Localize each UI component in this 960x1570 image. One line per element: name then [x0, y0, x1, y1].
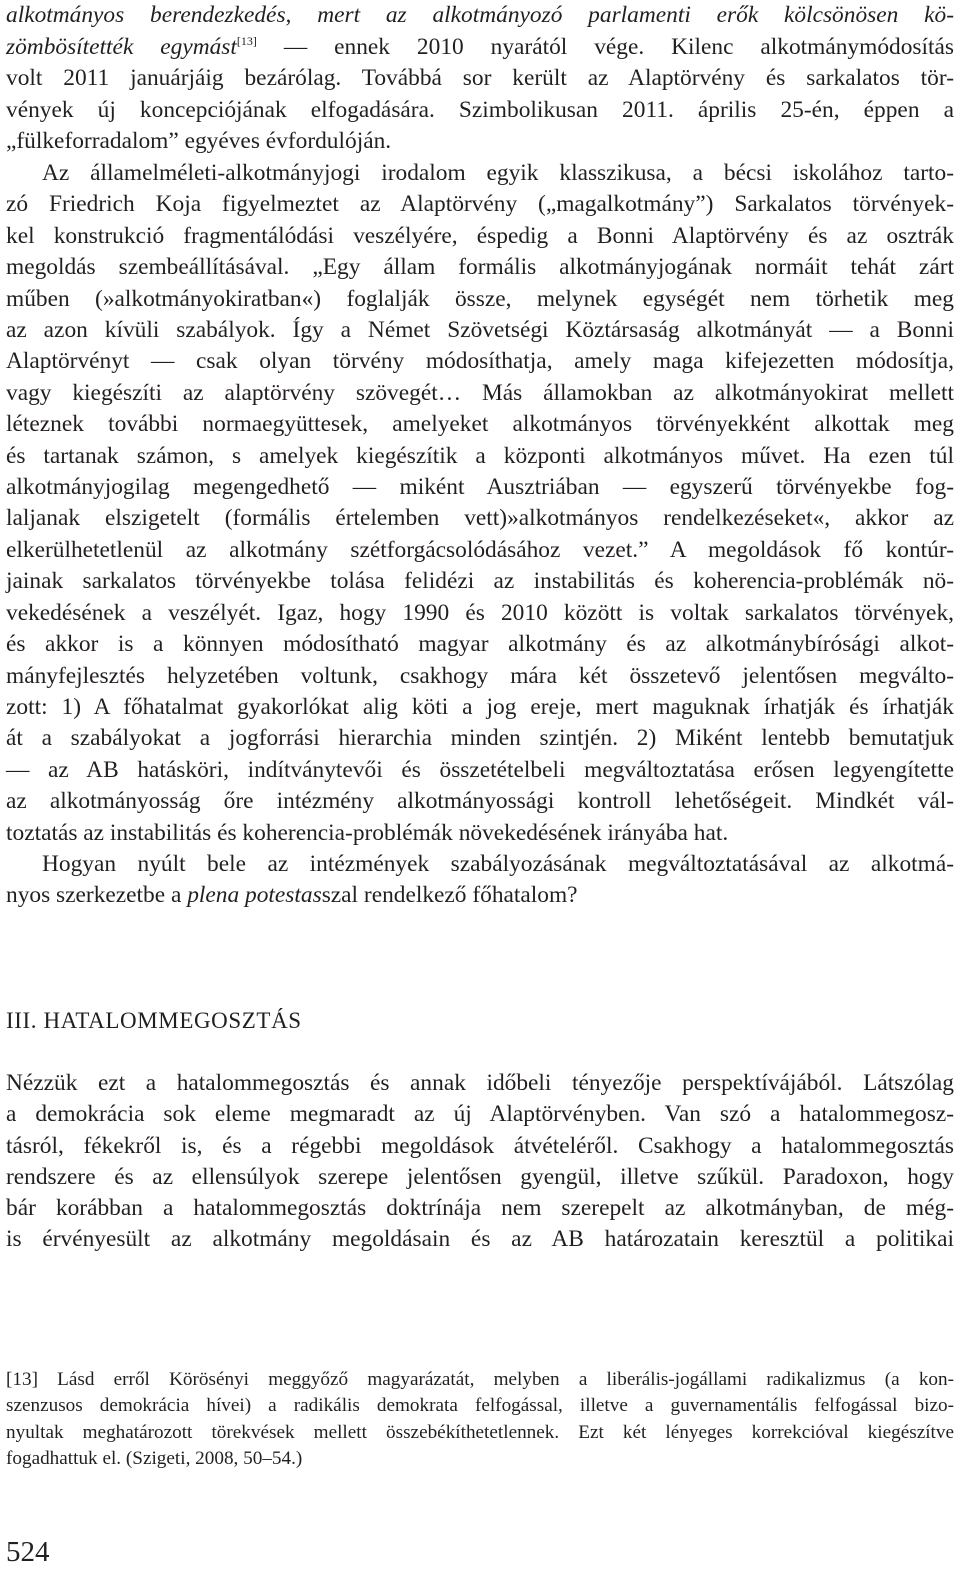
- footnote-line: nyultak meghatározott törekvések mellett összebékíthetetlennek. Ezt két lényeges korrekcióval kiegészítve: [6, 1421, 954, 1443]
- text-line: tásról, fékekről is, és a régebbi megoldások átvételéről. Csakhogy a hatalommegosztás: [6, 1132, 954, 1159]
- text-line: — az AB hatásköri, indítványtevői és összetételbeli megváltoztatása erősen legyengítette: [6, 756, 954, 783]
- text-line: volt 2011 januárjáig bezárólag. Továbbá sor került az Alaptörvény és sarkalatos tör-: [6, 65, 954, 91]
- text-line: zott: 1) A főhatalmat gyakorlókat alig köti a jog ereje, mert maguknak írhatják és írhatják: [6, 693, 954, 720]
- text-line: megoldás szembeállításával. „Egy állam formális alkotmányjogának normáit tehát zárt: [6, 254, 954, 281]
- text-line: vények új koncepciójának elfogadására. Szimbolikusan 2011. április 25-én, éppen a: [6, 96, 954, 123]
- text-line: és akkor is a könnyen módosítható magyar alkotmány és az alkotmánybírósági alkot-: [6, 631, 954, 658]
- footnote-reference[interactable]: [13]: [236, 33, 257, 48]
- section-heading: III. HATALOMMEGOSZTÁS: [6, 1008, 302, 1033]
- paragraph-koja: [6, 158, 954, 912]
- footnote-line: fogadhattuk el. (Szigeti, 2008, 50–54.): [6, 1448, 303, 1470]
- text-line: műben (»alkotmányokiratban«) foglalják össze, melynek egységét nem törhetik meg: [6, 285, 954, 312]
- text-line: alkotmányos berendezkedés, mert az alkotmányozó parlamenti erők kölcsönösen kö-: [6, 2, 954, 28]
- text-line: az alkotmányosság őre intézmény alkotmányossági kontroll lehetőségeit. Mindkét vál-: [6, 788, 954, 815]
- paragraph-continuation: [6, 0, 954, 158]
- text-line: laljanak elszigetelt (formális értelemben vett)»alkotmányos rendelkezéseket«, akkor az: [6, 505, 954, 532]
- text-line: az azon kívüli szabályok. Így a Német Szövetségi Köztársaság alkotmányát — a Bonni: [6, 317, 954, 344]
- text-line: vekedésének a veszélyét. Igaz, hogy 1990 és 2010 között is voltak sarkalatos törvények,: [6, 599, 954, 626]
- paragraph-separation-of-powers: [6, 1068, 954, 1256]
- text-line: zömbösítették egymást[13] — ennek 2010 nyarától vége. Kilenc alkotmánymódosítás: [6, 33, 954, 60]
- footnote-line: szenzusos demokrácia hívei) a radikális demokrata felfogással, illetve a guvernamentális felfogással bizo-: [6, 1395, 954, 1417]
- page-number: 524: [6, 1536, 50, 1568]
- text-line: kel konstrukció fragmentálódási veszélyére, éspedig a Bonni Alaptörvény és az osztrák: [6, 222, 954, 249]
- text-line: Nézzük ezt a hatalommegosztás és annak időbeli tényezője perspektívájából. Látszólag: [6, 1070, 954, 1096]
- text-line: Hogyan nyúlt bele az intézmények szabályozásának megváltoztatásával az alkotmá-: [42, 850, 954, 877]
- text-line: léteznek további normaegyüttesek, amelyeket alkotmányos törvényekként alkottak meg: [6, 411, 954, 438]
- text-line: elkerülhetetlenül az alkotmány szétforgácsolódásához vezet.” A megoldások fő kontúr-: [6, 536, 954, 563]
- text-line: vagy kiegészíti az alaptörvény szövegét… Más államokban az alkotmányokirat mellett: [6, 379, 954, 406]
- text-line: jainak sarkalatos törvényekbe tolása felidézi az instabilitás és koherencia-problémák nö-: [6, 568, 954, 595]
- text-line: alkotmányjogilag megengedhető — miként Ausztriában — egyszerű törvényekbe fog-: [6, 474, 954, 501]
- text-line: bár korábban a hatalommegosztás doktrínája nem szerepelt az alkotmányban, de még-: [6, 1195, 954, 1222]
- text-line: mányfejlesztés helyzetében voltunk, csakhogy mára két összetevő jelentősen megválto-: [6, 662, 954, 689]
- text-line: Az államelméleti-alkotmányjogi irodalom egyik klasszikusa, a bécsi iskolához tarto-: [42, 160, 954, 186]
- text-line: át a szabályokat a jogforrási hierarchia minden szintjén. 2) Miként lentebb bemutatjuk: [6, 725, 954, 752]
- text-line: és tartanak számon, s amelyek kiegészítik a központi alkotmányos művet. Ha ezen túl: [6, 442, 954, 469]
- text-line: rendszere és az ellensúlyok szerepe jelentősen gyengül, illetve szűkül. Paradoxon, hogy: [6, 1163, 954, 1190]
- text-line: a demokrácia sok eleme megmaradt az új Alaptörvényben. Van szó a hatalommegosz-: [6, 1101, 954, 1128]
- text-line: zó Friedrich Koja figyelmeztet az Alaptörvény („magalkotmány”) Sarkalatos törvények-: [6, 191, 954, 218]
- text-line: toztatás az instabilitás és koherencia-problémák növekedésének irányába hat.: [6, 819, 729, 846]
- text-line: Alaptörvényt — csak olyan törvény módosíthatja, amely maga kifejezetten módosítja,: [6, 348, 954, 375]
- text-line: nyos szerkezetbe a plena potestasszal rendelkező főhatalom?: [6, 882, 578, 909]
- text-line: „fülkeforradalom” egyéves évfordulóján.: [6, 128, 392, 154]
- footnote-line: [13] Lásd erről Körösényi meggyőző magyarázatát, melyben a liberális-jogállami radikalizmus (a kon-: [6, 1369, 954, 1390]
- text-line: is érvényesült az alkotmány megoldásain és az AB határozatain keresztül a politikai: [6, 1226, 954, 1253]
- footnote: [6, 1367, 954, 1473]
